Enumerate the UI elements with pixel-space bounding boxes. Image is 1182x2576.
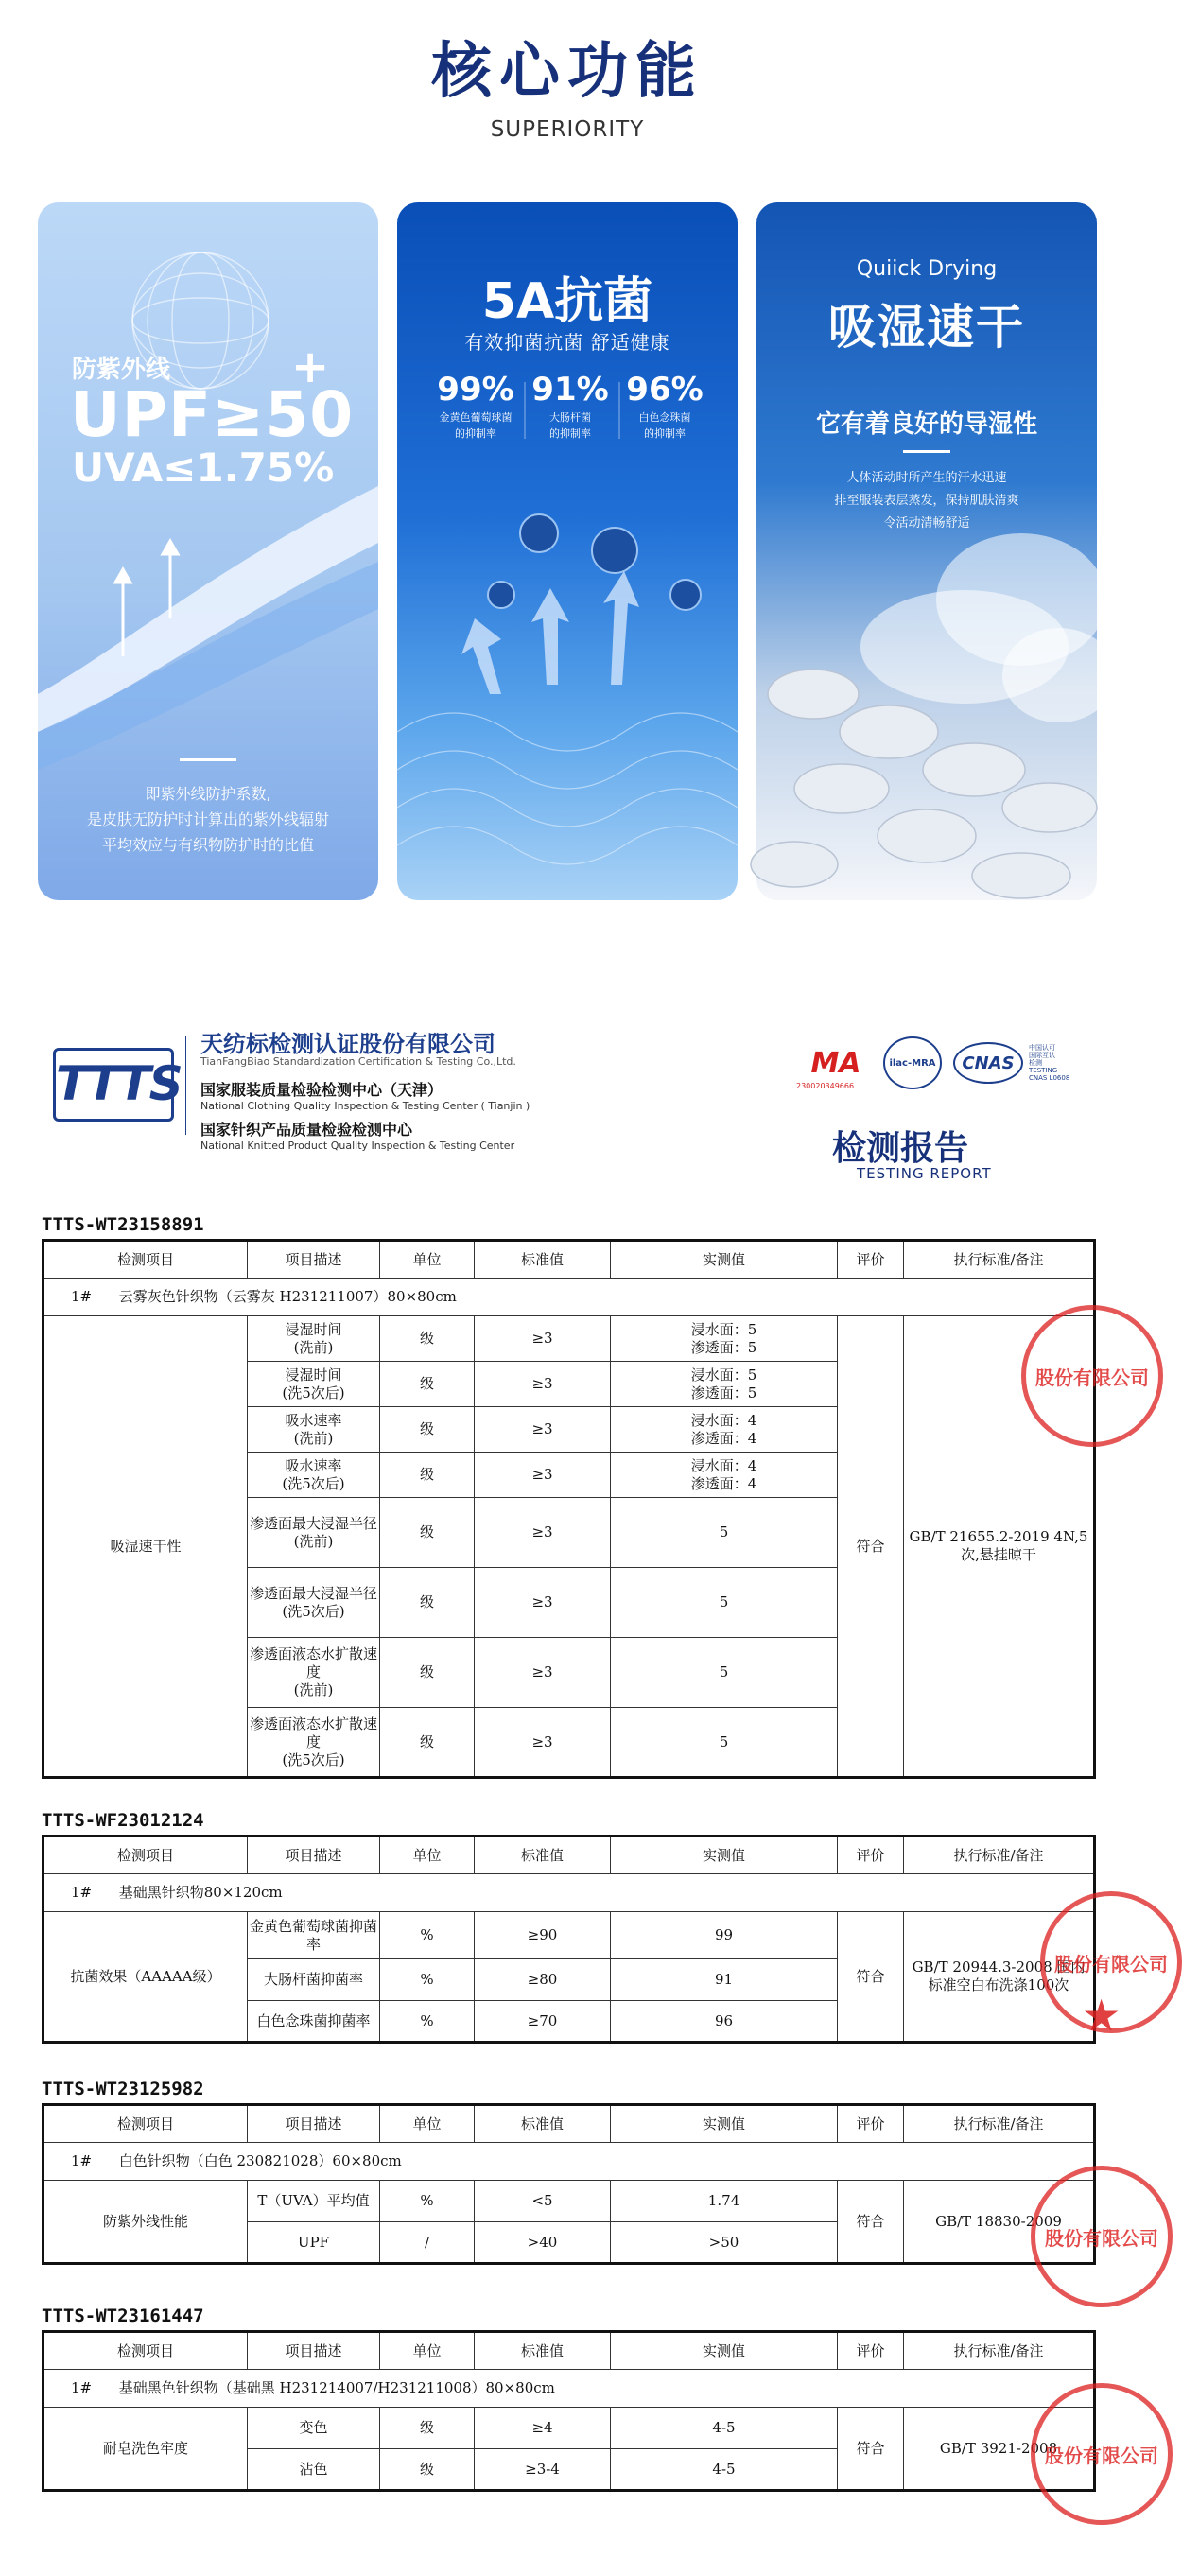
section-header — [0, 23, 1135, 142]
standard-cell: ≥3 — [475, 1407, 611, 1453]
measured-cell: 96 — [611, 2001, 838, 2043]
header-cell: 检测项目 — [43, 2105, 248, 2143]
measured-line: 渗透面：4 — [690, 1429, 757, 1447]
results-table — [42, 2103, 1096, 2265]
rating-cell: 符合 — [838, 1316, 904, 1778]
company-seal — [1031, 2383, 1173, 2525]
measured-cell: 1.74 — [611, 2181, 838, 2222]
measured-cell: 91 — [611, 1959, 838, 2001]
dry-tagline: 它有着良好的导湿性 — [815, 410, 1037, 439]
measured-line: 浸水面：5 — [690, 1366, 757, 1384]
desc-cell — [248, 1708, 380, 1778]
antibac-title: 5A抗菌 — [481, 273, 653, 330]
measured-line: 浸水面：4 — [690, 1456, 757, 1474]
dry-title: 吸湿速干 — [828, 300, 1025, 355]
antibacterial-card — [397, 202, 738, 900]
measured-cell: 5 — [611, 1708, 838, 1778]
dry-desc-line: 人体活动时所产生的汗水迅速 — [846, 471, 1007, 485]
measured-cell — [611, 1362, 838, 1407]
desc-line: 吸水速率 — [285, 1456, 342, 1474]
report-code: TTTS-WT23161447 — [42, 2306, 204, 2326]
cnas-mark: CNAS — [962, 1053, 1015, 1073]
unit-cell: % — [380, 2181, 475, 2222]
cnas-line: 检测 — [1029, 1059, 1042, 1067]
desc-line: (洗5次后) — [282, 1384, 345, 1401]
report-title-cn: 检测报告 — [832, 1129, 969, 1168]
uv-protection-card — [38, 202, 378, 900]
stat-label: 的抑制率 — [549, 427, 591, 440]
header-cell: 项目描述 — [248, 1836, 380, 1874]
standard-cell: ≥3 — [475, 1316, 611, 1362]
measured-cell: 99 — [611, 1912, 838, 1959]
center2-en: National Knitted Product Quality Inspection & Testing Center — [200, 1140, 515, 1152]
table-row — [43, 1912, 1095, 1959]
unit-cell: / — [380, 2222, 475, 2264]
table-row — [43, 1316, 1095, 1362]
sample-cell — [43, 1279, 1095, 1316]
sample-cell — [43, 2143, 1095, 2181]
desc-cell — [248, 1316, 380, 1362]
report-wt23125982 — [42, 2079, 1093, 2265]
standard-cell: ≥4 — [475, 2408, 611, 2449]
desc-cell — [248, 1362, 380, 1407]
unit-cell: 级 — [380, 1453, 475, 1498]
dry-english-label: Quiick Drying — [856, 257, 998, 281]
unit-cell: % — [380, 1959, 475, 2001]
stat-label: 的抑制率 — [455, 427, 496, 440]
desc-cell — [248, 1498, 380, 1568]
report-code: TTTS-WT23125982 — [42, 2079, 204, 2099]
standard-cell: ≥3 — [475, 1453, 611, 1498]
header-cell: 项目描述 — [248, 1241, 380, 1279]
unit-cell: 级 — [380, 1708, 475, 1778]
desc-cell: 大肠杆菌抑菌率 — [248, 1959, 380, 2001]
desc-cell — [248, 1638, 380, 1708]
seal-text: 股份有限公司 — [1045, 2444, 1158, 2467]
cnas-badge — [953, 1042, 1023, 1084]
fabric-texture — [397, 713, 738, 864]
desc-cell: 变色 — [248, 2408, 380, 2449]
standard-cell: ≥3-4 — [475, 2449, 611, 2491]
measured-line: 浸水面：5 — [690, 1320, 757, 1338]
header-cell: 评价 — [838, 1836, 904, 1874]
uv-desc-line: 即紫外线防护系数, — [145, 785, 271, 803]
ilac-mark: ilac-MRA — [889, 1057, 936, 1069]
sample-row — [43, 1874, 1095, 1912]
stat-staph — [424, 371, 528, 441]
header-cell: 标准值 — [475, 2105, 611, 2143]
results-table — [42, 2330, 1096, 2492]
measured-cell: >50 — [611, 2222, 838, 2264]
sample-cell — [43, 1874, 1095, 1912]
center2-cn: 国家针织产品质量检验检测中心 — [200, 1121, 413, 1139]
unit-cell: 级 — [380, 1362, 475, 1407]
section-subtitle: SUPERIORITY — [490, 117, 645, 142]
unit-cell: 级 — [380, 2408, 475, 2449]
cma-mark: MA — [810, 1046, 861, 1080]
cma-number: 230020349666 — [796, 1082, 855, 1090]
standard-cell: <5 — [475, 2181, 611, 2222]
dry-description — [756, 467, 1097, 535]
unit-cell: 级 — [380, 2449, 475, 2491]
header-cell: 执行标准/备注 — [904, 1241, 1095, 1279]
desc-line: (洗5次后) — [282, 1474, 345, 1492]
header-cell: 单位 — [380, 1241, 475, 1279]
header-cell: 项目描述 — [248, 2105, 380, 2143]
table-row — [43, 2408, 1095, 2449]
company-seal — [1021, 1305, 1163, 1447]
steam-cloud — [860, 533, 1116, 722]
desc-cell: UPF — [248, 2222, 380, 2264]
report-code: TTTS-WT23158891 — [42, 1214, 204, 1235]
standard-cell: ≥3 — [475, 1568, 611, 1638]
test-item: 耐皂洗色牢度 — [43, 2408, 248, 2491]
center1-cn: 国家服装质量检验检测中心（天津） — [200, 1081, 443, 1099]
cnas-line: CNAS L0608 — [1029, 1074, 1070, 1082]
desc-line: (洗前) — [293, 1681, 334, 1698]
measured-cell — [611, 1316, 838, 1362]
desc-line: (洗5次后) — [282, 1602, 345, 1620]
standard-ref-cell: GB/T 21655.2-2019 4N,5次,悬挂晾干 — [904, 1316, 1095, 1778]
stat-label: 大肠杆菌 — [549, 411, 591, 424]
uv-desc-line: 平均效应与有织物防护时的比值 — [101, 836, 314, 854]
sample-number: 1# — [71, 2379, 93, 2396]
stat-value: 99% — [437, 371, 514, 409]
sample-row — [43, 1279, 1095, 1316]
header-cell: 评价 — [838, 2105, 904, 2143]
unit-cell: % — [380, 1912, 475, 1959]
table-header-row — [43, 1241, 1095, 1279]
sample-row — [43, 2143, 1095, 2181]
header-cell: 项目描述 — [248, 2332, 380, 2370]
rating-cell: 符合 — [838, 2181, 904, 2264]
upf-value: UPF≥50 — [70, 378, 355, 451]
desc-line: 渗透面液态水扩散速度 — [250, 1714, 378, 1750]
desc-line: 渗透面液态水扩散速度 — [250, 1645, 378, 1680]
measured-cell: 5 — [611, 1638, 838, 1708]
measured-line: 渗透面：4 — [690, 1474, 757, 1492]
header-cell: 单位 — [380, 2105, 475, 2143]
cnas-line: 中国认可 — [1029, 1044, 1055, 1052]
desc-cell — [248, 1407, 380, 1453]
header-cell: 标准值 — [475, 1241, 611, 1279]
header-cell: 检测项目 — [43, 1836, 248, 1874]
seal-text: 股份有限公司 — [1035, 1366, 1149, 1389]
standard-cell: ≥3 — [475, 1362, 611, 1407]
measured-cell: 5 — [611, 1568, 838, 1638]
seal-text: 股份有限公司 — [1054, 1952, 1168, 1976]
sample-number: 1# — [71, 1288, 93, 1305]
uv-label: 防紫外线 — [72, 356, 171, 384]
report-wt23161447 — [42, 2306, 1093, 2492]
report-wt23158891 — [42, 1214, 1093, 1779]
header-cell: 执行标准/备注 — [904, 1836, 1095, 1874]
standard-ref-cell: GB/T 18830-2009 — [904, 2181, 1095, 2264]
table-row — [43, 2181, 1095, 2222]
sample-cell — [43, 2370, 1095, 2408]
desc-line: 浸湿时间 — [285, 1366, 342, 1384]
table-header-row — [43, 2105, 1095, 2143]
cma-badge — [800, 1040, 872, 1086]
measured-cell — [611, 1453, 838, 1498]
section-title: 核心功能 — [431, 37, 704, 107]
desc-line: 吸水速率 — [285, 1411, 342, 1429]
standard-cell: ≥3 — [475, 1498, 611, 1568]
ttts-logo: TTTS — [53, 1048, 174, 1122]
standard-ref-cell: GB/T 3921-2008 — [904, 2408, 1095, 2491]
header-cell: 单位 — [380, 2332, 475, 2370]
header-cell: 标准值 — [475, 1836, 611, 1874]
stat-label: 的抑制率 — [644, 427, 686, 440]
header-cell: 实测值 — [611, 2332, 838, 2370]
stat-value: 96% — [626, 371, 704, 409]
header-cell: 检测项目 — [43, 1241, 248, 1279]
header-cell: 实测值 — [611, 1241, 838, 1279]
test-item: 防紫外线性能 — [43, 2181, 248, 2264]
unit-cell: % — [380, 2001, 475, 2043]
seal-star-icon: ★ — [1082, 1990, 1121, 2041]
cnas-line: 国际互认 — [1029, 1052, 1055, 1059]
standard-cell: ≥3 — [475, 1708, 611, 1778]
header-cell: 评价 — [838, 1241, 904, 1279]
header-cell: 实测值 — [611, 2105, 838, 2143]
stat-value: 91% — [531, 371, 609, 409]
unit-cell: 级 — [380, 1568, 475, 1638]
plus-sign: + — [291, 340, 330, 393]
uv-desc-line: 是皮肤无防护时计算出的紫外线辐射 — [86, 810, 329, 828]
report-title-en: TESTING REPORT — [857, 1165, 992, 1182]
antibac-subtitle: 有效抑菌抗菌 舒适健康 — [464, 331, 670, 354]
header-cell: 单位 — [380, 1836, 475, 1874]
standard-cell: ≥70 — [475, 2001, 611, 2043]
measured-cell — [611, 1407, 838, 1453]
desc-line: (洗前) — [293, 1532, 334, 1550]
report-code: TTTS-WF23012124 — [42, 1810, 204, 1831]
desc-cell — [248, 1568, 380, 1638]
header-cell: 评价 — [838, 2332, 904, 2370]
rating-cell: 符合 — [838, 2408, 904, 2491]
measured-line: 浸水面：4 — [690, 1411, 757, 1429]
desc-cell: T（UVA）平均值 — [248, 2181, 380, 2222]
company-seal — [1031, 2166, 1173, 2307]
unit-cell: 级 — [380, 1498, 475, 1568]
desc-cell: 白色念珠菌抑菌率 — [248, 2001, 380, 2043]
sample-desc: 基础黑色针织物（基础黑 H231214007/H231211008）80×80cm — [118, 2379, 555, 2396]
sample-number: 1# — [71, 2152, 93, 2169]
cnas-side-text — [1029, 1044, 1069, 1082]
desc-line: (洗前) — [293, 1338, 334, 1356]
unit-cell: 级 — [380, 1407, 475, 1453]
results-table — [42, 1239, 1096, 1779]
measured-cell: 5 — [611, 1498, 838, 1568]
standard-cell: >40 — [475, 2222, 611, 2264]
ilac-mra-badge — [883, 1036, 942, 1089]
table-header-row — [43, 1836, 1095, 1874]
seal-text: 股份有限公司 — [1045, 2226, 1158, 2250]
uv-description — [38, 781, 378, 858]
stat-label: 金黄色葡萄球菌 — [439, 411, 513, 424]
desc-line: (洗5次后) — [282, 1750, 345, 1768]
stat-label: 白色念珠菌 — [638, 411, 691, 424]
uva-value: UVA≤1.75% — [72, 444, 335, 491]
standard-cell: ≥80 — [475, 1959, 611, 2001]
results-table — [42, 1835, 1096, 2044]
standard-ref-cell: GB/T 20944.3-2008 国内标准空白布洗涤100次 — [904, 1912, 1095, 2043]
desc-line: (洗前) — [293, 1429, 334, 1447]
measured-cell: 4-5 — [611, 2449, 838, 2491]
sample-desc: 基础黑针织物80×120cm — [118, 1884, 283, 1901]
desc-cell — [248, 1453, 380, 1498]
header-cell: 标准值 — [475, 2332, 611, 2370]
dry-desc-line: 排至服装表层蒸发，保持肌肤清爽 — [834, 494, 1019, 508]
dry-desc-line: 令活动清畅舒适 — [883, 516, 970, 531]
measured-line: 渗透面：5 — [690, 1338, 757, 1356]
header-cell: 检测项目 — [43, 2332, 248, 2370]
header-cell: 执行标准/备注 — [904, 2105, 1095, 2143]
stat-ecoli — [518, 371, 622, 441]
rating-cell: 符合 — [838, 1912, 904, 2043]
standard-cell: ≥90 — [475, 1912, 611, 1959]
test-item: 吸湿速干性 — [43, 1316, 248, 1778]
quick-dry-card — [756, 202, 1097, 900]
sample-number: 1# — [71, 1884, 93, 1901]
test-item: 抗菌效果（AAAAA级） — [43, 1912, 248, 2043]
measured-cell: 4-5 — [611, 2408, 838, 2449]
standard-cell: ≥3 — [475, 1638, 611, 1708]
report-wf23012124 — [42, 1810, 1093, 2044]
unit-cell: 级 — [380, 1638, 475, 1708]
stat-candida — [613, 371, 717, 441]
measured-line: 渗透面：5 — [690, 1384, 757, 1401]
header-cell: 执行标准/备注 — [904, 2332, 1095, 2370]
desc-cell: 沾色 — [248, 2449, 380, 2491]
header-cell: 实测值 — [611, 1836, 838, 1874]
company-name-cn: 天纺标检测认证股份有限公司 — [200, 1031, 495, 1057]
unit-cell: 级 — [380, 1316, 475, 1362]
desc-cell: 金黄色葡萄球菌抑菌率 — [248, 1912, 380, 1959]
sample-desc: 云雾灰色针织物（云雾灰 H231211007）80×80cm — [118, 1288, 457, 1305]
bacteria-icon — [488, 514, 701, 610]
sample-row — [43, 2370, 1095, 2408]
sample-desc: 白色针织物（白色 230821028）60×80cm — [118, 2152, 402, 2169]
desc-line: 浸湿时间 — [285, 1320, 342, 1338]
cnas-line: TESTING — [1029, 1067, 1058, 1074]
company-name-en: TianFangBiao Standardization Certification & Testing Co.,Ltd. — [200, 1055, 516, 1068]
desc-line: 渗透面最大浸湿半径 — [250, 1584, 378, 1602]
center1-en: National Clothing Quality Inspection & Testing Center ( Tianjin ) — [200, 1100, 530, 1112]
desc-line: 渗透面最大浸湿半径 — [250, 1514, 378, 1532]
table-header-row — [43, 2332, 1095, 2370]
